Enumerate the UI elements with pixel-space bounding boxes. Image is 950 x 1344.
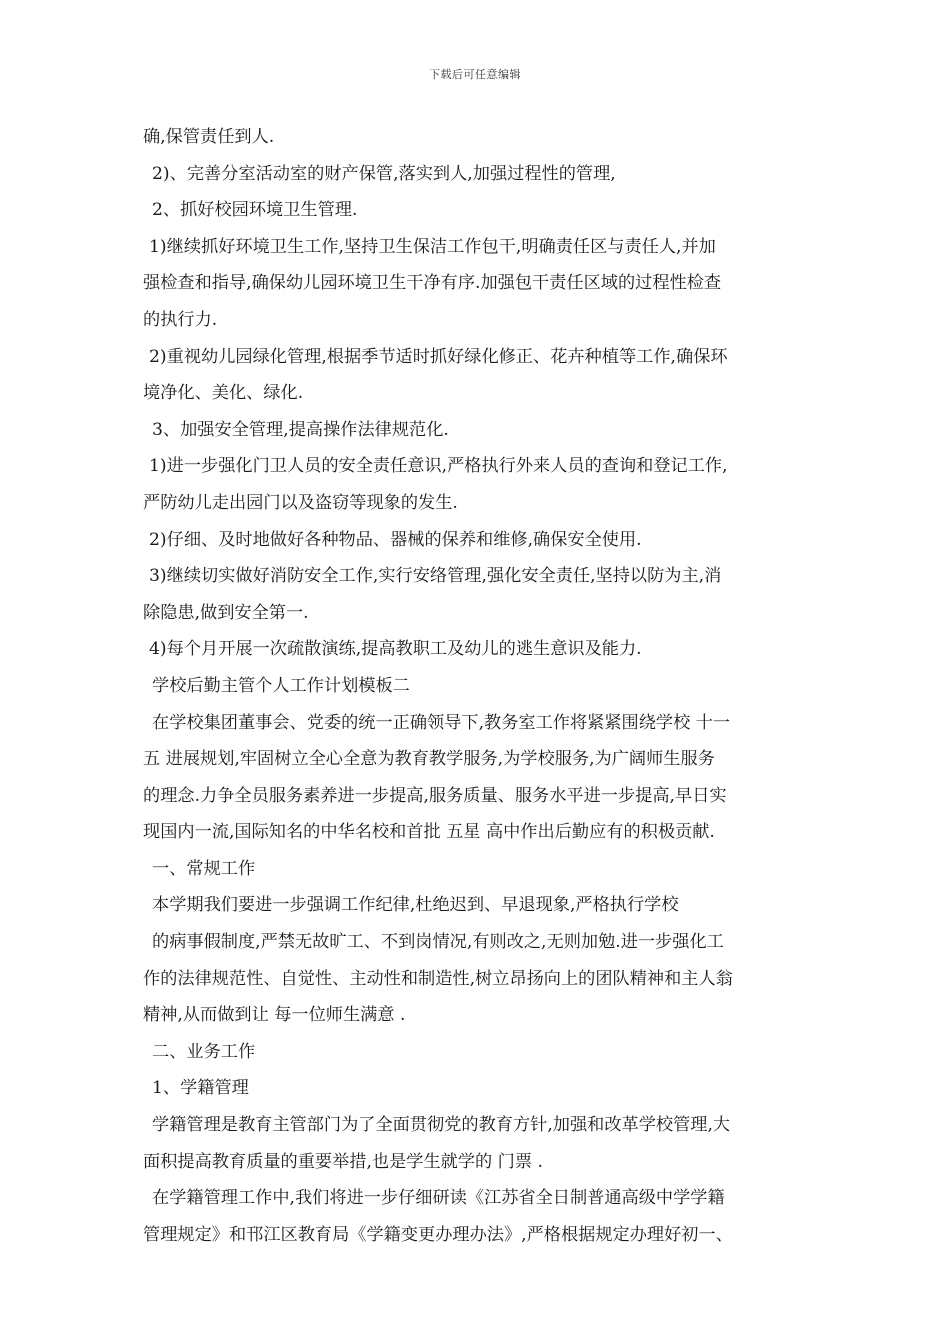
text-line: 精神,从而做到让 每一位师生满意 . [143,1005,406,1026]
text-line: 2、抓好校园环境卫生管理. [152,200,358,221]
text-line: 2)重视幼儿园绿化管理,根据季节适时抓好绿化修正、花卉种植等工作,确保环 [149,346,728,367]
text-line: 的病事假制度,严禁无故旷工、不到岗情况,有则改之,无则加勉.进一步强化工 [152,932,724,953]
document-body [143,119,808,1253]
text-line: 1)进一步强化门卫人员的安全责任意识,严格执行外来人员的查询和登记工作, [149,456,728,477]
section-heading: 二、业务工作 [152,1041,256,1062]
section-heading: 学校后勤主管个人工作计划模板二 [152,675,410,696]
text-line: 五 进展规划,牢固树立全心全意为教育教学服务,为学校服务,为广阔师生服务 [143,749,715,770]
text-line: 严防幼儿走出园门以及盗窃等现象的发生. [143,492,458,513]
text-line: 确,保管责任到人. [143,127,275,147]
text-line: 面积提高教育质量的重要举措,也是学生就学的 门票 . [143,1151,543,1172]
text-line: 除隐患,做到安全第一. [143,602,309,623]
text-line: 管理规定》和邗江区教育局《学籍变更办理办法》,严格根据规定办理好初一、 [143,1224,733,1245]
text-line: 1)继续抓好环境卫生工作,坚持卫生保洁工作包干,明确责任区与责任人,并加 [149,236,716,257]
text-line: 境净化、美化、绿化. [143,383,304,404]
text-line: 作的法律规范性、自觉性、主动性和制造性,树立昂扬向上的团队精神和主人翁 [143,968,733,989]
text-line: 现国内一流,国际知名的中华名校和首批 五星 高中作出后勤应有的积极贡献. [143,822,715,843]
text-line: 的理念.力争全员服务素养进一步提高,服务质量、服务水平进一步提高,早日实 [143,785,727,806]
text-line: 本学期我们要进一步强调工作纪律,杜绝迟到、早退现象,严格执行学校 [152,895,679,916]
section-heading: 1、学籍管理 [152,1078,249,1099]
text-line: 学籍管理是教育主管部门为了全面贯彻党的教育方针,加强和改革学校管理,大 [152,1115,731,1136]
section-heading: 一、常规工作 [152,858,256,879]
text-line: 在学校集团董事会、党委的统一正确领导下,教务室工作将紧紧围绕学校 十一 [152,712,731,733]
text-line: 在学籍管理工作中,我们将进一步仔细研读《江苏省全日制普通高级中学学籍 [152,1188,725,1209]
page-header-note: 下载后可任意编辑 [429,68,521,81]
text-line: 3、加强安全管理,提高操作法律规范化. [152,419,449,440]
text-line: 的执行力. [143,309,218,330]
text-line: 2)仔细、及时地做好各种物品、器械的保养和维修,确保安全使用. [149,529,642,550]
text-line: 强检查和指导,确保幼儿园环境卫生干净有序.加强包干责任区域的过程性检查 [143,273,722,294]
text-line: 2)、完善分室活动室的财产保管,落实到人,加强过程性的管理, [152,163,616,184]
text-line: 4)每个月开展一次疏散演练,提高教职工及幼儿的逃生意识及能力. [149,639,642,660]
text-line: 3)继续切实做好消防安全工作,实行安络管理,强化安全责任,坚持以防为主,消 [149,566,722,587]
